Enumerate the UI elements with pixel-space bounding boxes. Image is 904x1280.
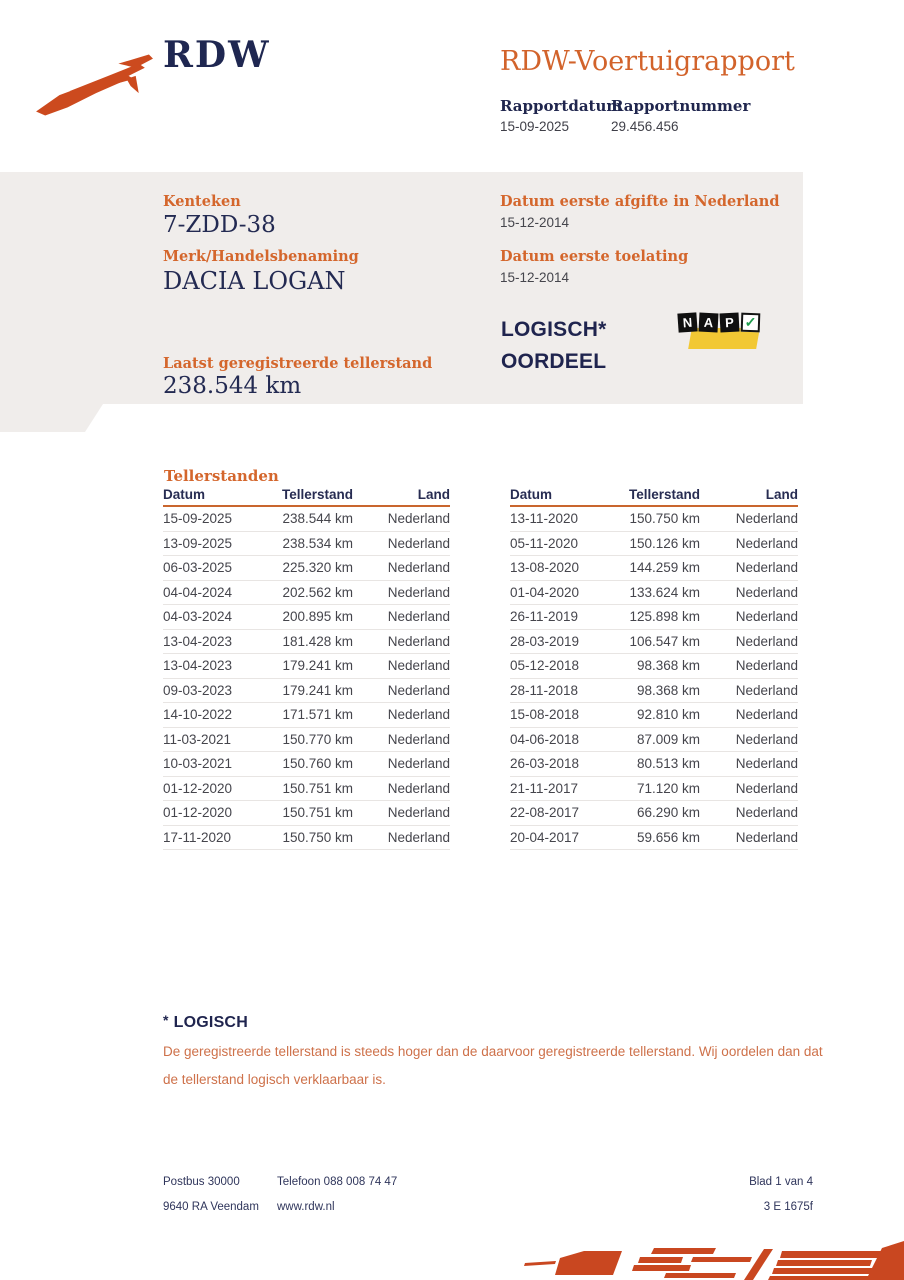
table-cell: 04-03-2024 (163, 609, 233, 624)
table-body (510, 507, 798, 850)
table-cell: 15-08-2018 (510, 707, 580, 722)
table-cell: Nederland (735, 535, 798, 551)
table-cell: Nederland (735, 780, 798, 796)
table-cell: Nederland (735, 658, 798, 673)
report-date-label: Rapportdatum (500, 97, 623, 115)
table-cell: 22-08-2017 (510, 805, 580, 820)
table-cell: 26-11-2019 (510, 609, 579, 624)
table-cell: 01-12-2020 (163, 805, 233, 820)
table-cell: 13-11-2020 (510, 511, 579, 526)
toelating-value: 15-12-2014 (500, 270, 570, 285)
table-cell: Nederland (387, 682, 450, 698)
table-row (163, 581, 450, 606)
merk-value: DACIA LOGAN (163, 267, 346, 295)
table-cell: 98.368 km (636, 682, 700, 698)
footnote-asterisk: * (163, 1012, 169, 1028)
merk-label: Merk/Handelsbenaming (163, 248, 359, 265)
table-row (510, 728, 798, 753)
footnote-text: De geregistreerde tellerstand is steeds hoger dan de daarvoor geregistreerde tellerstand. Wij oordelen dan dat de tellerstand logisch verklaarbaar is. (163, 1044, 823, 1087)
table-row (163, 507, 450, 532)
table-row (510, 507, 798, 532)
summary-panel-notch (0, 404, 103, 432)
table-cell: 10-03-2021 (163, 756, 233, 771)
footer-phone: Telefoon 088 008 74 47 (277, 1176, 398, 1188)
table-cell: Nederland (387, 756, 450, 771)
table-row (510, 801, 798, 826)
table-cell: 238.544 km (282, 511, 353, 526)
footer-page-number: Blad 1 van 4 (749, 1176, 813, 1188)
table-cell: 13-04-2023 (163, 633, 233, 649)
table-cell: Nederland (735, 707, 798, 722)
column-header-tellerstand: Tellerstand (628, 487, 700, 502)
table-row (510, 630, 798, 655)
table-row (163, 703, 450, 728)
column-header-datum: Datum (163, 487, 206, 502)
column-header-land: Land (417, 487, 450, 502)
table-row (163, 556, 450, 581)
footer-address-line2: 9640 RA Veendam (163, 1201, 259, 1213)
table-cell: 181.428 km (282, 633, 353, 649)
table-cell: 15-09-2025 (163, 511, 233, 526)
table-cell: 11-03-2021 (163, 731, 232, 747)
oordeel-line1: LOGISCH* (501, 318, 607, 341)
table-cell: Nederland (735, 682, 798, 698)
report-number-label: Rapportnummer (611, 97, 751, 115)
table-row (163, 630, 450, 655)
rdw-feather-icon (33, 50, 155, 118)
table-cell: 01-12-2020 (163, 780, 233, 796)
table-body (163, 507, 450, 850)
nap-letter-n: N (677, 312, 697, 332)
table-cell: Nederland (387, 780, 450, 796)
table-cell: Nederland (387, 560, 450, 575)
column-header-tellerstand: Tellerstand (281, 487, 353, 502)
odometer-table-left (163, 487, 450, 850)
table-cell: 150.126 km (629, 535, 700, 551)
footnote-title (163, 1012, 248, 1032)
table-cell: 106.547 km (629, 633, 700, 649)
table-cell: 150.751 km (282, 780, 353, 796)
table-row (510, 556, 798, 581)
table-row (510, 605, 798, 630)
table-row (163, 654, 450, 679)
table-cell: 59.656 km (636, 829, 700, 845)
table-cell: Nederland (387, 829, 450, 845)
table-cell: 20-04-2017 (510, 829, 580, 845)
table-cell: 225.320 km (282, 560, 353, 575)
table-cell: 04-04-2024 (163, 584, 233, 600)
nap-letter-row (678, 313, 760, 332)
table-cell: 28-03-2019 (510, 633, 580, 649)
table-cell: 92.810 km (636, 707, 700, 722)
table-row (510, 532, 798, 557)
table-cell: 125.898 km (629, 609, 700, 624)
table-row (163, 826, 450, 851)
table-row (163, 532, 450, 557)
nap-logo (678, 313, 768, 351)
table-row (163, 605, 450, 630)
table-cell: 13-04-2023 (163, 658, 233, 673)
table-cell: Nederland (735, 731, 798, 747)
table-cell: 238.534 km (282, 535, 353, 551)
table-row (510, 654, 798, 679)
table-cell: 150.751 km (282, 805, 353, 820)
table-cell: Nederland (735, 805, 798, 820)
table-cell: 13-09-2025 (163, 535, 233, 551)
table-row (163, 777, 450, 802)
table-cell: Nederland (387, 633, 450, 649)
table-cell: 171.571 km (282, 707, 353, 722)
rdw-wordmark: RDW (163, 34, 271, 76)
table-cell: 133.624 km (629, 584, 700, 600)
kenteken-label: Kenteken (163, 193, 241, 210)
table-cell: Nederland (735, 584, 798, 600)
footer-address (163, 1170, 259, 1220)
table-cell: 98.368 km (636, 658, 700, 673)
tellerstand-value: 238.544 km (163, 373, 302, 399)
nap-letter-a: A (699, 313, 719, 333)
table-row (510, 752, 798, 777)
table-row (163, 728, 450, 753)
table-header-row (510, 487, 798, 507)
table-cell: 04-06-2018 (510, 731, 580, 747)
table-cell: 71.120 km (636, 780, 700, 796)
table-row (510, 581, 798, 606)
table-cell: 26-03-2018 (510, 756, 580, 771)
table-cell: 202.562 km (282, 584, 353, 600)
table-cell: 01-04-2020 (510, 584, 580, 600)
table-row (163, 679, 450, 704)
table-cell: Nederland (387, 658, 450, 673)
table-cell: 150.760 km (282, 756, 353, 771)
table-cell: 150.770 km (282, 731, 353, 747)
table-cell: Nederland (387, 805, 450, 820)
footer-doc-code: 3 E 1675f (763, 1201, 813, 1213)
table-cell: 28-11-2018 (510, 682, 579, 698)
report-number-value: 29.456.456 (611, 119, 679, 134)
oordeel-line2: OORDEEL (501, 350, 607, 373)
table-cell: 179.241 km (282, 658, 353, 673)
table-cell: Nederland (387, 609, 450, 624)
table-cell: 09-03-2023 (163, 682, 233, 698)
table-cell: Nederland (735, 756, 798, 771)
table-cell: Nederland (735, 633, 798, 649)
odometer-table-right (510, 487, 798, 850)
table-cell: Nederland (735, 511, 798, 526)
table-cell: Nederland (735, 829, 798, 845)
table-cell: Nederland (735, 609, 798, 624)
table-cell: 80.513 km (636, 756, 700, 771)
table-cell: 200.895 km (282, 609, 353, 624)
footer-contact (277, 1170, 397, 1220)
footer-address-line1: Postbus 30000 (163, 1176, 240, 1188)
column-header-datum: Datum (510, 487, 553, 502)
tellerstand-label: Laatst geregistreerde tellerstand (163, 355, 433, 372)
table-cell: 05-11-2020 (510, 535, 579, 551)
nap-letter-p: P (720, 313, 740, 333)
table-row (163, 801, 450, 826)
table-row (510, 679, 798, 704)
table-cell: 150.750 km (629, 511, 700, 526)
table-cell: 87.009 km (636, 731, 700, 747)
table-cell: Nederland (387, 731, 450, 747)
table-cell: Nederland (387, 707, 450, 722)
table-row (510, 826, 798, 851)
footer-website: www.rdw.nl (277, 1201, 335, 1213)
table-cell: Nederland (387, 511, 450, 526)
table-cell: 21-11-2017 (510, 780, 579, 796)
document-title: RDW-Voertuigrapport (500, 46, 795, 77)
footer-pageinfo (749, 1170, 813, 1220)
table-cell: Nederland (387, 535, 450, 551)
tellerstanden-section-title: Tellerstanden (164, 467, 279, 485)
afgifte-label: Datum eerste afgifte in Nederland (500, 193, 780, 210)
table-cell: 150.750 km (282, 829, 353, 845)
table-cell: 14-10-2022 (163, 707, 233, 722)
table-cell: 05-12-2018 (510, 658, 580, 673)
table-cell: 17-11-2020 (163, 829, 232, 845)
table-cell: Nederland (735, 560, 798, 575)
table-cell: 179.241 km (282, 682, 353, 698)
nap-check-icon: ✓ (741, 313, 761, 333)
afgifte-value: 15-12-2014 (500, 215, 570, 230)
table-cell: 144.259 km (629, 560, 700, 575)
table-row (510, 777, 798, 802)
table-cell: 13-08-2020 (510, 560, 580, 575)
table-cell: 66.290 km (636, 805, 700, 820)
toelating-label: Datum eerste toelating (500, 248, 689, 265)
table-header-row (163, 487, 450, 507)
kenteken-value: 7-ZDD-38 (163, 212, 276, 238)
rdw-stripes-graphic-icon (520, 1230, 904, 1280)
table-row (510, 703, 798, 728)
footnote-title-text: LOGISCH (173, 1014, 248, 1031)
table-cell: Nederland (387, 584, 450, 600)
table-cell: 06-03-2025 (163, 560, 233, 575)
table-row (163, 752, 450, 777)
report-date-value: 15-09-2025 (500, 119, 570, 134)
column-header-land: Land (765, 487, 798, 502)
